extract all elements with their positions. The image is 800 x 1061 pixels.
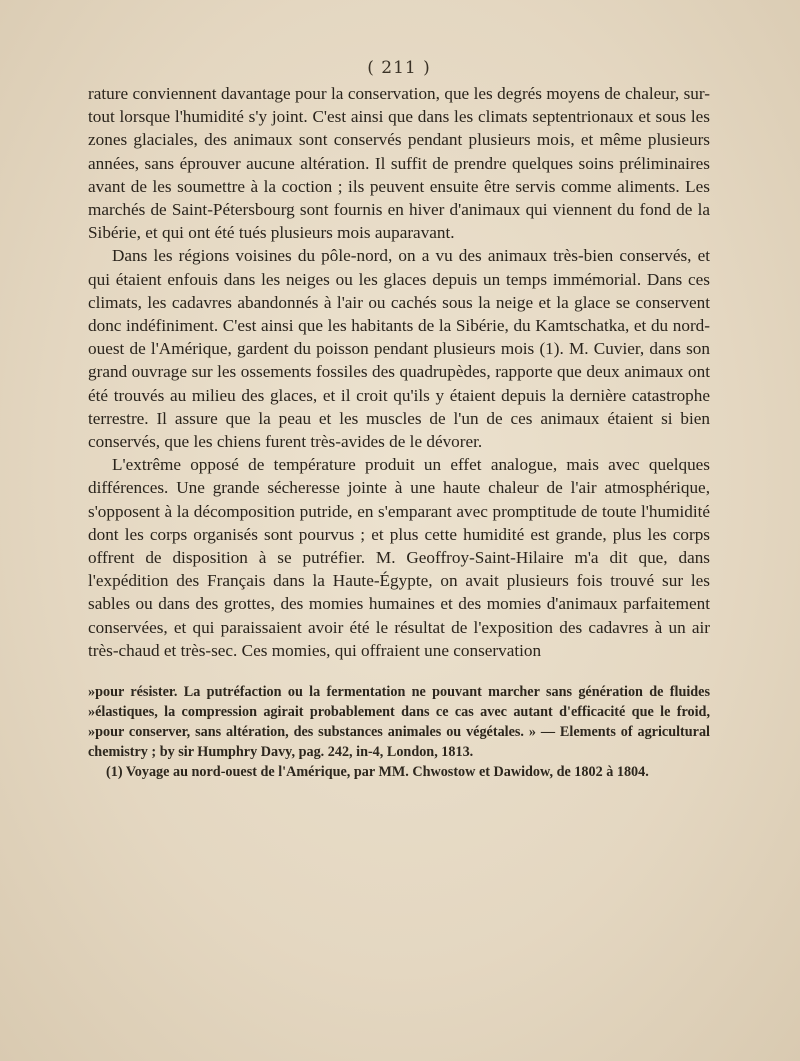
footnote-continuation: »pour résister. La putréfaction ou la fermentation ne pouvant marcher sans génération de fluides »élastiques, la compression agirait probablement dans ce cas avec autant d'efficacité que le froid, »pour conserver, sans altération, des substances animales ou végétales. » — Elements of agricultural chemistry ; by sir Humphry Davy, pag. 242, in-4, London, 1813. — [88, 684, 710, 761]
paragraph-1: rature conviennent davantage pour la conservation, que les degrés moyens de chaleur, sur-tout lorsque l'humidité s'y joint. C'est ainsi que dans les climats septentrionaux et sous les zones glaciales, des animaux sont conservés pendant plusieurs mois, et même plusieurs années, sans éprouver aucune altération. Il suffit de prendre quelques soins préliminaires avant de les soumettre à la coction ; ils peuvent ensuite être servis comme aliments. Les marchés de Saint-Pétersbourg sont fournis en hiver d'animaux qui viennent du fond de la Sibérie, et qui ont été tués plusieurs mois auparavant. — [88, 84, 710, 243]
paragraph-2: Dans les régions voisines du pôle-nord, on a vu des animaux très-bien conservés, et qui étaient enfouis dans les neiges ou les glaces depuis un temps immémorial. Dans ces climats, les cadavres abandonnés à l'air ou cachés sous la neige et la glace se conservent donc indéfiniment. C'est ainsi que les habitants de la Sibérie, du Kamtschatka, et du nord-ouest de l'Amérique, gardent du poisson pendant plusieurs mois (1). M. Cuvier, dans son grand ouvrage sur les ossements fossiles des quadrupèdes, rapporte que deux animaux ont été trouvés au milieu des glaces, et il croit qu'ils y étaient depuis la dernière catastrophe terrestre. Il assure que la peau et les muscles de l'un de ces animaux étaient si bien conservés, que les chiens furent très-avides de le dévorer. — [88, 246, 710, 452]
page-number: ( 211 ) — [367, 58, 431, 78]
book-page — [88, 58, 710, 782]
paragraph-3: L'extrême opposé de température produit un effet analogue, mais avec quelques différences. Une grande sécheresse jointe à une haute chaleur de l'air atmosphérique, s'opposent à la décomposition putride, en s'emparant avec promptitude de toute l'humidité dont les corps organisés sont pourvus ; et plus cette humidité est grande, plus les corps offrent de disposition à se putréfier. M. Geoffroy-Saint-Hilaire m'a dit que, dans l'expédition des Français dans la Haute-Égypte, on avait plusieurs fois trouvé sur les sables ou dans des grottes, des momies humaines et des momies d'animaux parfaitement conservées, et qui paraissaient avoir été le résultat de l'exposition des cadavres à un air très-chaud et très-sec. Ces momies, qui offraient une conservation — [88, 455, 710, 660]
footnote-1: (1) Voyage au nord-ouest de l'Amérique, par MM. Chwostow et Dawidow, de 1802 à 1804. — [106, 764, 649, 781]
body-text — [88, 82, 710, 662]
footnotes — [88, 682, 710, 782]
